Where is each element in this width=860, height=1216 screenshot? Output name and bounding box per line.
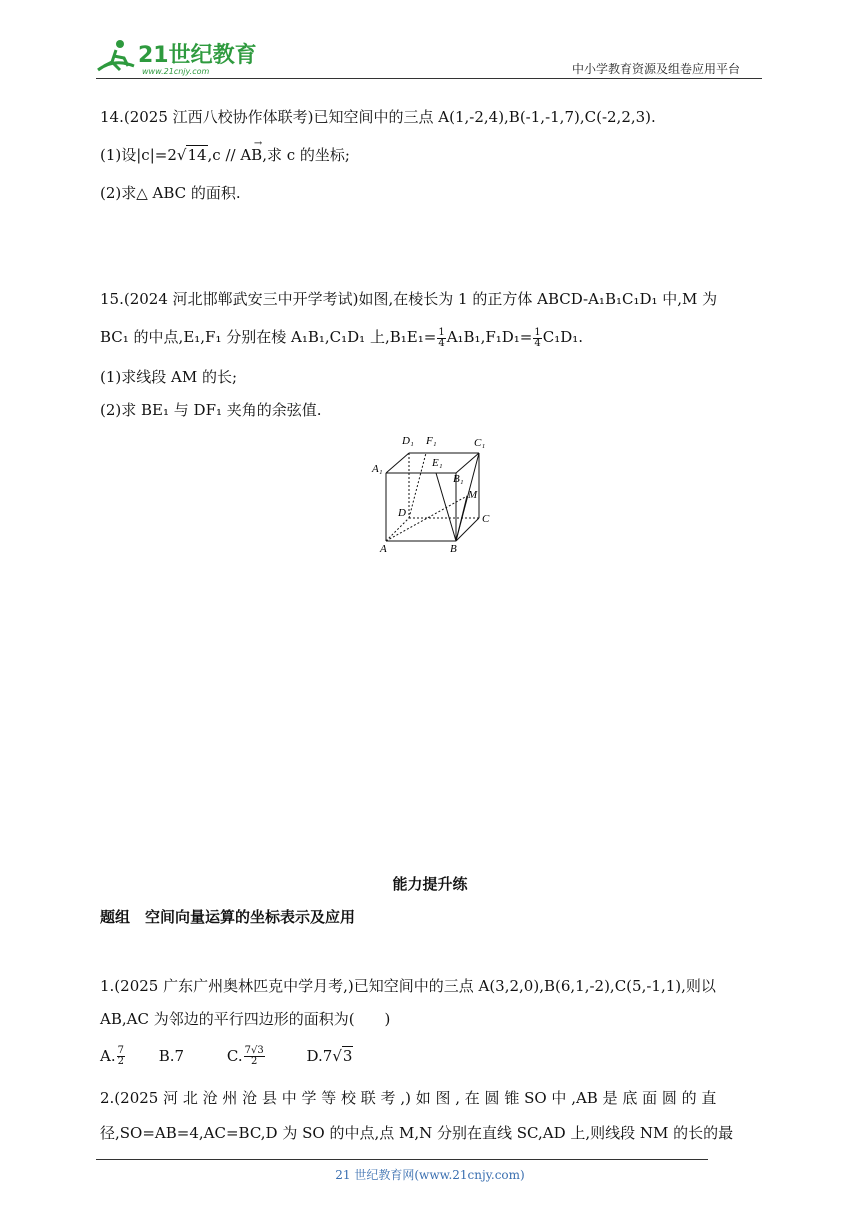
logo-title: 21世纪教育 bbox=[138, 43, 257, 68]
section-group-title: 题组 空间向量运算的坐标表示及应用 bbox=[100, 908, 356, 926]
option-a[interactable]: A. $\frac{7}{2}$ bbox=[100, 1045, 124, 1067]
q2-stem-line1: 2.(2025 河 北 沧 州 沧 县 中 学 等 校 联 考 ,) 如 图 , 在 圆 锥 SO 中 ,AB 是 底 面 圆 的 直 bbox=[100, 1089, 717, 1107]
q14-part1-a: (1)设|c|=2 bbox=[100, 146, 177, 164]
label-e1: E₁ bbox=[432, 457, 443, 469]
q15-stem-line1: 15.(2024 河北邯郸武安三中开学考试)如图,在棱长为 1 的正方体 ABCD-A₁B₁C₁D₁ 中,M 为 bbox=[100, 290, 718, 308]
label-a: A bbox=[380, 543, 387, 555]
cube-figure bbox=[364, 428, 504, 558]
footer-divider bbox=[96, 1159, 708, 1160]
q15-stem-part-c: C₁D₁. bbox=[542, 328, 584, 346]
site-logo bbox=[94, 36, 264, 80]
option-d[interactable]: D.7√3 bbox=[306, 1046, 353, 1065]
q14-part1-sqrt: 14 bbox=[187, 146, 207, 164]
label-b1: B₁ bbox=[453, 473, 464, 485]
q14-part1-c: ,求 c 的坐标; bbox=[262, 146, 350, 164]
q1-stem-line2: AB,AC 为邻边的平行四边形的面积为( ) bbox=[100, 1010, 391, 1028]
header-divider bbox=[96, 78, 762, 79]
label-d: D bbox=[398, 507, 406, 519]
header-platform-text: 中小学教育资源及组卷应用平台 bbox=[572, 62, 741, 76]
fraction-one-quarter: $\frac{1}{4}$ bbox=[534, 326, 541, 349]
vector-ab: → AB bbox=[240, 138, 263, 164]
q14-part1-b: ,c // bbox=[207, 146, 241, 164]
q1-options bbox=[100, 1046, 353, 1067]
q14-part2: (2)求△ ABC 的面积. bbox=[100, 184, 241, 202]
sqrt-symbol: √ bbox=[176, 146, 187, 164]
fraction-one-quarter: $\frac{1}{4}$ bbox=[438, 326, 445, 349]
q15-stem-part-a: BC₁ 的中点,E₁,F₁ 分别在棱 A₁B₁,C₁D₁ 上,B₁E₁= bbox=[100, 328, 437, 346]
label-b: B bbox=[450, 543, 457, 555]
q14-part1 bbox=[100, 138, 350, 165]
q15-part2: (2)求 BE₁ 与 DF₁ 夹角的余弦值. bbox=[100, 401, 322, 419]
q2-stem-line2: 径,SO=AB=4,AC=BC,D 为 SO 的中点,点 M,N 分别在直线 SC,AD 上,则线段 NM 的长的最 bbox=[100, 1124, 734, 1142]
label-a1: A₁ bbox=[372, 463, 383, 475]
label-m: M bbox=[468, 489, 478, 501]
logo-url: www.21cnjy.com bbox=[142, 67, 210, 76]
option-c[interactable]: C. $\frac{7√3}{2}$ bbox=[226, 1045, 264, 1067]
option-b[interactable]: B.7 bbox=[158, 1046, 185, 1065]
label-c: C bbox=[482, 513, 490, 525]
label-f1: F₁ bbox=[426, 435, 437, 447]
q15-part1: (1)求线段 AM 的长; bbox=[100, 368, 238, 386]
q15-stem-line2 bbox=[100, 326, 583, 349]
label-c1: C₁ bbox=[474, 437, 486, 449]
q14-stem: 14.(2025 江西八校协作体联考)已知空间中的三点 A(1,-2,4),B(-1,-1,7),C(-2,2,3). bbox=[100, 108, 656, 126]
footer-text[interactable]: 21 世纪教育网(www.21cnjy.com) bbox=[335, 1168, 525, 1182]
label-d1: D₁ bbox=[402, 435, 414, 447]
q1-stem-line1: 1.(2025 广东广州奥林匹克中学月考,)已知空间中的三点 A(3,2,0),B(6,1,-2),C(5,-1,1),则以 bbox=[100, 977, 716, 995]
q15-stem-part-b: A₁B₁,F₁D₁= bbox=[446, 328, 533, 346]
section-title: 能力提升练 bbox=[392, 875, 468, 893]
